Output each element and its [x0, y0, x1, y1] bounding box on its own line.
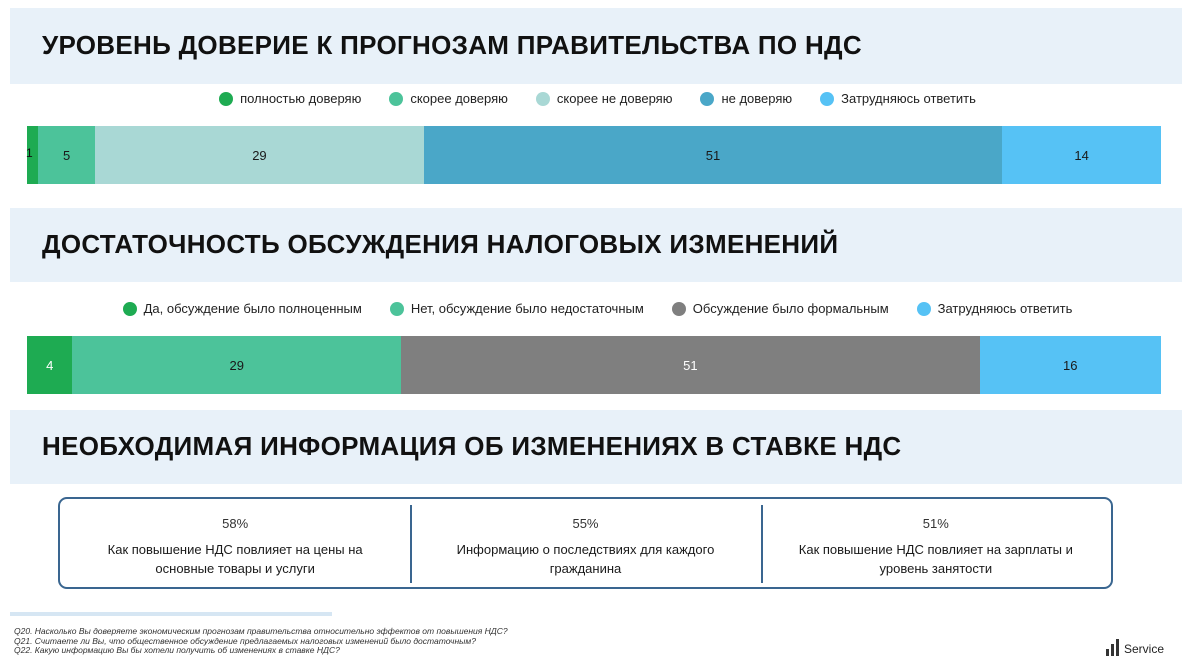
legend-dot-icon: [389, 92, 403, 106]
bar-value-label: 1: [26, 146, 33, 160]
section-header-info: [10, 410, 1182, 484]
footnote: Q21. Считаете ли Вы, что общественное обсуждение предлагаемых налоговых изменений было достаточным?: [14, 635, 476, 646]
section-title-info: НЕОБХОДИМАЯ ИНФОРМАЦИЯ ОБ ИЗМЕНЕНИЯХ В СТАВКЕ НДС: [42, 431, 902, 461]
bar-segment: [27, 336, 72, 394]
stacked-bar-trust: [27, 126, 1161, 184]
legend-label: не доверяю: [721, 91, 793, 106]
info-column: [410, 499, 760, 587]
legend-dot-icon: [123, 302, 137, 316]
info-text: Как повышение НДС повлияет на зарплаты и уровень занятости: [798, 542, 1073, 576]
info-text: Как повышение НДС повлияет на цены на основные товары и услуги: [107, 542, 363, 576]
footnotes: [14, 627, 508, 656]
legend-entry: [123, 301, 362, 316]
legend-entry: [917, 301, 1073, 316]
bar-value-label: 29: [229, 357, 245, 373]
footnote: Q22. Какую информацию Вы бы хотели получить об изменениях в ставке НДС?: [14, 645, 340, 655]
legend-dot-icon: [820, 92, 834, 106]
legend-label: Затрудняюсь ответить: [937, 301, 1073, 316]
bar-value-label: 5: [63, 147, 71, 163]
bar-segment: [1002, 126, 1161, 184]
info-column: [761, 499, 1111, 587]
info-percent: 51%: [922, 516, 949, 531]
bar-segment: [95, 126, 424, 184]
legend-label: Затрудняюсь ответить: [841, 91, 976, 106]
legend-entry: [219, 91, 361, 106]
bar-segment: [38, 126, 95, 184]
bar-value-label: 29: [252, 147, 267, 163]
footer-accent-bar: [10, 612, 332, 616]
legend-entry: [536, 91, 673, 106]
section-header-trust: [10, 8, 1182, 84]
legend-label: Да, обсуждение было полноценным: [143, 301, 362, 316]
legend-entry: [700, 91, 792, 106]
legend-entry: [390, 301, 644, 316]
legend-label: Нет, обсуждение было недостаточным: [410, 301, 644, 316]
info-box: [58, 497, 1113, 589]
legend-dot-icon: [390, 302, 404, 316]
bar-value-label: 51: [705, 147, 721, 163]
footnote: Q20. Насколько Вы доверяете экономическим прогнозам правительства относительно эффектов от повышения НДС?: [14, 626, 508, 636]
legend-dot-icon: [700, 92, 714, 106]
bar-value-label: 16: [1063, 357, 1078, 373]
bar-segment: [980, 336, 1161, 394]
logo-bars-icon: [1106, 639, 1121, 656]
legend-discussion: [0, 301, 1195, 316]
info-percent: 58%: [222, 516, 249, 531]
info-column: [60, 499, 410, 587]
section-title-discussion: ДОСТАТОЧНОСТЬ ОБСУЖДЕНИЯ НАЛОГОВЫХ ИЗМЕНЕНИЙ: [42, 229, 839, 259]
legend-entry: [672, 301, 889, 316]
legend-dot-icon: [672, 302, 686, 316]
legend-label: полностью доверяю: [240, 91, 362, 106]
bar-value-label: 4: [46, 357, 54, 373]
bar-value-label: 14: [1074, 147, 1089, 163]
legend-dot-icon: [219, 92, 233, 106]
info-percent: 55%: [572, 516, 599, 531]
legend-label: скорее доверяю: [410, 91, 508, 106]
section-title-trust: УРОВЕНЬ ДОВЕРИЕ К ПРОГНОЗАМ ПРАВИТЕЛЬСТВА ПО НДС: [42, 30, 862, 60]
bar-segment: [72, 336, 401, 394]
section-header-discussion: [10, 208, 1182, 282]
legend-label: Обсуждение было формальным: [692, 301, 889, 316]
legend-trust: [0, 91, 1195, 106]
legend-entry: [820, 91, 976, 106]
bar-value-label: 51: [683, 357, 698, 373]
bar-segment: [401, 336, 979, 394]
legend-entry: [389, 91, 508, 106]
legend-dot-icon: [917, 302, 931, 316]
bar-segment: [424, 126, 1002, 184]
legend-label: скорее не доверяю: [556, 91, 673, 106]
info-text: Информацию о последствиях для каждого гражданина: [456, 542, 715, 576]
legend-dot-icon: [536, 92, 550, 106]
logo-text: Service: [1124, 642, 1165, 656]
stacked-bar-discussion: [27, 336, 1161, 394]
service-logo: [1106, 639, 1164, 656]
